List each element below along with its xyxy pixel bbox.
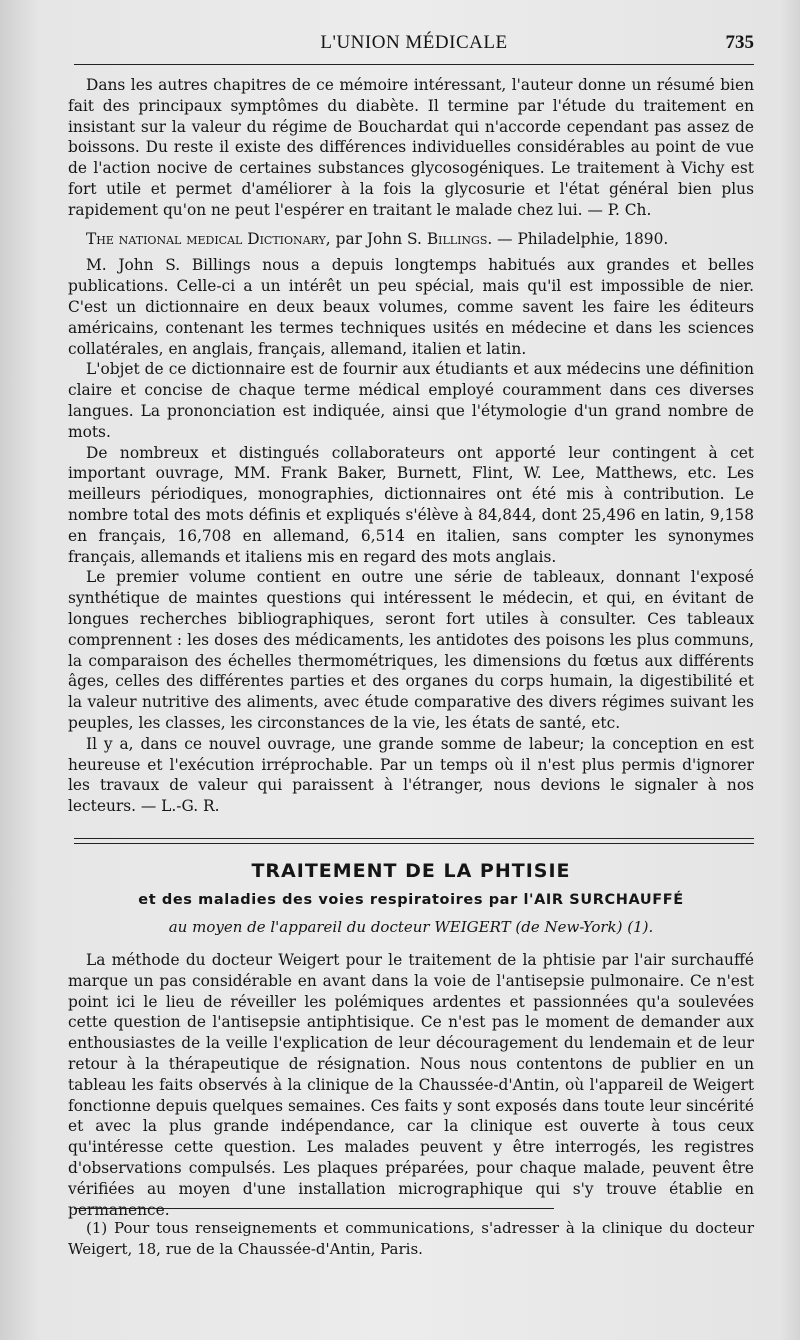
article-body <box>68 950 754 1220</box>
header-rule <box>74 64 754 65</box>
dictionary-place-date: . — Philadelphie, 1890. <box>487 229 669 248</box>
review-diabetes-section <box>68 75 754 817</box>
review-dictionary-paragraph: De nombreux et distingués collaborateurs ont apporté leur contingent à cet important ouvrage, MM. Frank Baker, Burnett, Flint, W. Lee, Matthews, etc. Les meilleurs périodiques, monographies, dictionnaires ont été mis à contribution. Le nombre total des mots définis et expliqués s'élève à 84,844, dont 25,496 en latin, 9,158 en français, 16,708 en allemand, 6,514 en italien, sans compter les synonymes français, allemands et italiens mis en regard des mots anglais. <box>68 443 754 566</box>
article-byline: au moyen de l'appareil du docteur WEIGERT (de New-York) (1). <box>168 918 654 936</box>
running-title: L'UNION MÉDICALE <box>320 32 508 53</box>
review-dictionary-paragraph: L'objet de ce dictionnaire est de fournir aux étudiants et aux médecins une définition claire et concise de chaque terme médical employé couramment dans ces diverses langues. La prononciation est indiquée, ainsi que l'étymologie d'un grand nombre de mots. <box>68 360 754 441</box>
dictionary-author-name: Billings <box>426 229 488 248</box>
section-double-rule-top <box>74 838 754 839</box>
article-title: TRAITEMENT DE LA PHTISIE <box>251 860 571 882</box>
review-dictionary-paragraph: Il y a, dans ce nouvel ouvrage, une grande somme de labeur; la conception en est heureuse et l'exécution irréprochable. Par un temps où il n'est plus permis d'ignorer les travaux de valeur qui paraissent à l'étranger, nous devions le signaler à nos lecteurs. — L.-G. R. <box>68 734 754 816</box>
review-dictionary-heading <box>68 229 754 250</box>
article-subtitle: et des maladies des voies respiratoires par l'AIR SURCHAUFFÉ <box>138 892 684 908</box>
dictionary-author-prefix: par John S. <box>330 229 427 248</box>
article-paragraph: La méthode du docteur Weigert pour le traitement de la phtisie par l'air surchauffé marque un pas considérable en avant dans la voie de l'antisepsie pulmonaire. Ce n'est point ici le lieu de réveiller les polémiques ardentes et passionnées qu'a soulevées cette question de l'antisepsie antiphtisique. Ce n'est pas le moment de demander aux enthousiastes de la veille l'explication de leur découragement du lendemain et de leur retour à la thérapeutique de résignation. Nous nous contentons de publier en un tableau les faits observés à la clinique de la Chaussée-d'Antin, où l'appareil de Weigert fonctionne depuis quelques semaines. Ces faits y sont exposés dans toute leur sincérité et avec la plus grande indépendance, car la clinique est ouverte à tous ceux qu'intéresse cette question. Les malades peuvent y être interrogés, les registres d'observations compulsés. Les plaques préparées, pour chaque malade, peuvent être vérifiées au moyen d'une installation micrographique qui s'y trouve établie en permanence. <box>68 951 754 1219</box>
page-number: 735 <box>725 32 754 53</box>
review-dictionary-paragraph: M. John S. Billings nous a depuis longtemps habitués aux grandes et belles publications. Celle-ci a un intérêt un peu spécial, mais qu'il est impossible de nier. C'est un dictionnaire en deux beaux volumes, comme savent les faire les éditeurs américains, contenant les termes techniques usités en médecine et dans les sciences collatérales, en anglais, français, allemand, italien et latin. <box>68 256 754 358</box>
dictionary-title: The national medical Dictionary, <box>86 229 331 248</box>
page-header <box>74 32 754 60</box>
footnote <box>68 1218 754 1259</box>
section-double-rule-bottom <box>74 843 754 844</box>
footnote-rule <box>74 1208 554 1209</box>
footnote-text: (1) Pour tous renseignements et communications, s'adresser à la clinique du docteur Weigert, 18, rue de la Chaussée-d'Antin, Paris. <box>68 1219 754 1258</box>
review-dictionary-paragraph: Le premier volume contient en outre une série de tableaux, donnant l'exposé synthétique de maintes questions qui intéressent le médecin, et qui, en évitant de longues recherches bibliographiques, seront fort utiles à consulter. Ces tableaux comprennent : les doses des médicaments, les antidotes des poisons les plus communs, la comparaison des échelles thermométriques, les dimensions du fœtus aux différents âges, celles des différentes parties et des organes du corps humain, la digestibilité et la valeur nutritive des aliments, avec étude comparative des divers régimes suivant les peuples, les classes, les circonstances de la vie, les états de santé, etc. <box>68 568 754 732</box>
review-diabetes-paragraph: Dans les autres chapitres de ce mémoire intéressant, l'auteur donne un résumé bien fait des principaux symptômes du diabète. Il termine par l'étude du traitement en insistant sur la valeur du régime de Bouchardat qui n'accorde cependant pas assez de boissons. Du reste il existe des différences individuelles considérables au point de vue de l'action nocive de certaines substances glycosogéniques. Le traitement à Vichy est fort utile et permet d'améliorer à la fois la glycosurie et l'état général bien plus rapidement qu'on ne peut l'espérer en traitant le malade chez lui. — P. Ch. <box>68 76 754 219</box>
